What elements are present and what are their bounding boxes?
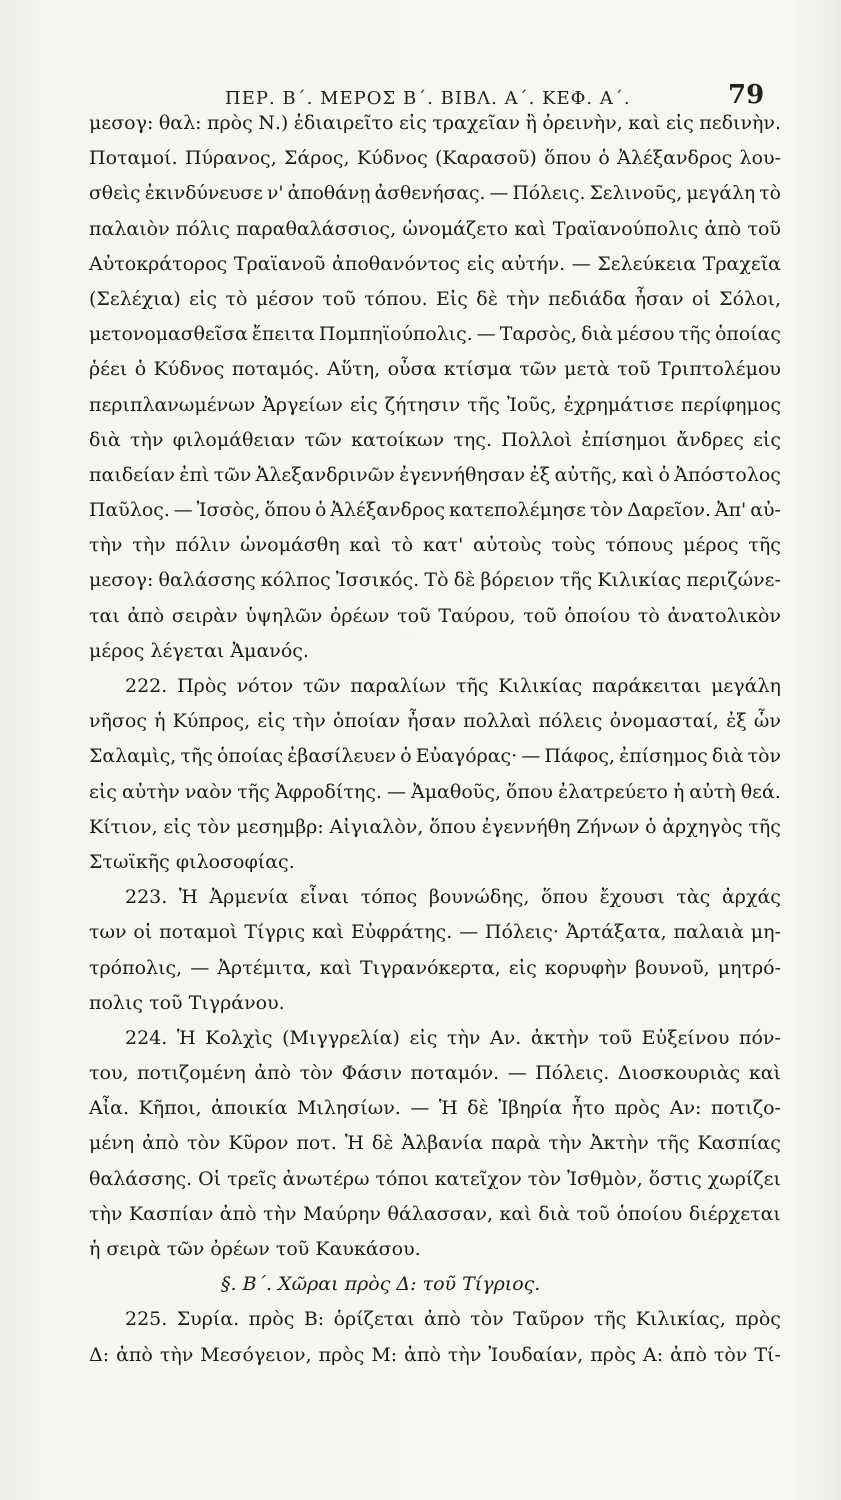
text-line: ται ἀπὸ σειρὰν ὑψηλῶν ὀρέων τοῦ Ταύρου, τοῦ ὁποίου τὸ ἀνατολικὸν (89, 604, 781, 627)
text-line: τὴν τὴν πόλιν ὠνομάσθη καὶ τὸ κατ' αὐτοὺς τοὺς τόπους μέρος τῆς (89, 534, 781, 557)
text-line: Αἶα. Κῆποι, ἀποικία Μιλησίων. — Ἡ δὲ Ἰβηρία ἦτο πρὸς Αν: ποτιζο- (89, 1097, 781, 1120)
text-line: μεσογ: θαλ: πρὸς Ν.) ἐδιαιρεῖτο εἰς τραχεῖαν ἢ ὀρεινὴν, καὶ εἰς πεδινὴν. (89, 112, 781, 134)
text-line: πολις τοῦ Τιγράνου. (89, 991, 285, 1014)
text-line: Κίτιον, εἰς τὸν μεσημβρ: Αἰγιαλὸν, ὅπου ἐγεννήθη Ζήνων ὁ ἀρχηγὸς τῆς (89, 815, 781, 838)
text-line: θαλάσσης. Οἱ τρεῖς ἀνωτέρω τόποι κατεῖχον τὸν Ἰσθμὸν, ὅστις χωρίζει (89, 1167, 781, 1190)
text-line: τρόπολις, — Ἀρτέμιτα, καὶ Τιγρανόκερτα, εἰς κορυφὴν βουνοῦ, μητρό- (89, 956, 781, 979)
text-line: περιπλανωμένων Ἀργείων εἰς ζήτησιν τῆς Ἰοῦς, ἐχρημάτισε περίφημος (89, 393, 781, 416)
text-line: Σαλαμὶς, τῆς ὁποίας ἐβασίλευεν ὁ Εὐαγόρας· — Πάφος, ἐπίσημος διὰ τὸν (89, 745, 781, 768)
text-line: τὴν Κασπίαν ἀπὸ τὴν Μαύρην θάλασσαν, καὶ διὰ τοῦ ὁποίου διέρχεται (89, 1202, 781, 1225)
page-number: 79 (728, 80, 765, 110)
text-line: (Σελέχια) εἰς τὸ μέσον τοῦ τόπου. Εἰς δὲ τὴν πεδιάδα ἦσαν οἱ Σόλοι, (89, 287, 781, 310)
text-line: παλαιὸν πόλις παραθαλάσσιος, ὠνομάζετο καὶ Τραϊανούπολις ἀπὸ τοῦ (89, 217, 781, 240)
text-line: ῥέει ὁ Κύδνος ποταμός. Αὕτη, οὖσα κτίσμα τῶν μετὰ τοῦ Τριπτολέμου (89, 358, 781, 381)
text-line: μεσογ: θαλάσσης κόλπος Ἰσσικός. Τὸ δὲ βόρειον τῆς Κιλικίας περιζώνε- (89, 569, 781, 592)
paragraph-222-start: 222. Πρὸς νότον τῶν παραλίων τῆς Κιλικίας παράκειται μεγάλη (125, 675, 781, 697)
text-line: παιδείαν ἐπὶ τῶν Ἀλεξανδρινῶν ἐγεννήθησαν ἐξ αὐτῆς, καὶ ὁ Ἀπόστολος (89, 463, 781, 486)
text-line: Παῦλος. — Ἰσσὸς, ὅπου ὁ Ἀλέξανδρος κατεπολέμησε τὸν Δαρεῖον. Ἀπ' αὐ- (89, 499, 781, 522)
text-line: του, ποτιζομένη ἀπὸ τὸν Φάσιν ποταμόν. — Πόλεις. Διοσκουριὰς καὶ (89, 1062, 781, 1085)
text-line: Αὐτοκράτορος Τραϊανοῦ ἀποθανόντος εἰς αὐτήν. — Σελεύκεια Τραχεῖα (89, 252, 781, 275)
text-line: εἰς αὐτὴν ναὸν τῆς Ἀφροδίτης. — Ἀμαθοῦς, ὅπου ἐλατρεύετο ἡ αὐτὴ θεά. (89, 780, 781, 803)
body-text (89, 106, 781, 1373)
text-line: νῆσος ἡ Κύπρος, εἰς τὴν ὁποίαν ἦσαν πολλαὶ πόλεις ὀνομασταί, ἐξ ὧν (89, 710, 781, 733)
text-line: μένη ἀπὸ τὸν Κῦρον ποτ. Ἡ δὲ Ἀλβανία παρὰ τὴν Ἀκτὴν τῆς Κασπίας (89, 1132, 781, 1155)
text-line: μετονομασθεῖσα ἔπειτα Πομπηϊούπολις. — Ταρσὸς, διὰ μέσου τῆς ὁποίας (89, 323, 781, 346)
paragraph-225-start: 225. Συρία. πρὸς Β: ὁρίζεται ἀπὸ τὸν Ταῦρον τῆς Κιλικίας, πρὸς (125, 1308, 781, 1331)
section-heading: §. Β΄. Χῶραι πρὸς Δ: τοῦ Τίγριος. (221, 1273, 541, 1296)
text-line: Ποταμοί. Πύρανος, Σάρος, Κύδνος (Καρασοῦ) ὅπου ὁ Ἀλέξανδρος λου- (89, 147, 781, 170)
text-line: Στωϊκῆς φιλοσοφίας. (89, 850, 295, 873)
running-head: ΠΕΡ. Β΄. ΜΕΡΟΣ Β΄. ΒΙΒΛ. Α΄. ΚΕΦ. Α΄. (225, 88, 631, 109)
text-line: Δ: ἀπὸ τὴν Μεσόγειον, πρὸς Μ: ἀπὸ τὴν Ἰουδαίαν, πρὸς Α: ἀπὸ τὸν Τί- (89, 1343, 781, 1366)
paragraph-224-start: 224. Ἡ Κολχὶς (Μιγγρελία) εἰς τὴν Αν. ἀκτὴν τοῦ Εὐξείνου πόν- (125, 1026, 781, 1049)
text-line: μέρος λέγεται Ἀμανός. (89, 639, 309, 662)
text-line: σθεὶς ἐκινδύνευσε ν' ἀποθάνῃ ἀσθενήσας. — Πόλεις. Σελινοῦς, μεγάλη τὸ (89, 183, 781, 205)
text-line: ἡ σειρὰ τῶν ὀρέων τοῦ Καυκάσου. (89, 1238, 421, 1260)
text-line: διὰ τὴν φιλομάθειαν τῶν κατοίκων της. Πολλοὶ ἐπίσημοι ἄνδρες εἰς (89, 428, 781, 451)
paragraph-223-start: 223. Ἡ Ἀρμενία εἶναι τόπος βουνώδης, ὅπου ἔχουσι τὰς ἀρχάς (125, 886, 781, 909)
text-line: των οἱ ποταμοὶ Τίγρις καὶ Εὐφράτης. — Πόλεις· Ἀρτάξατα, παλαιὰ μη- (89, 921, 781, 944)
